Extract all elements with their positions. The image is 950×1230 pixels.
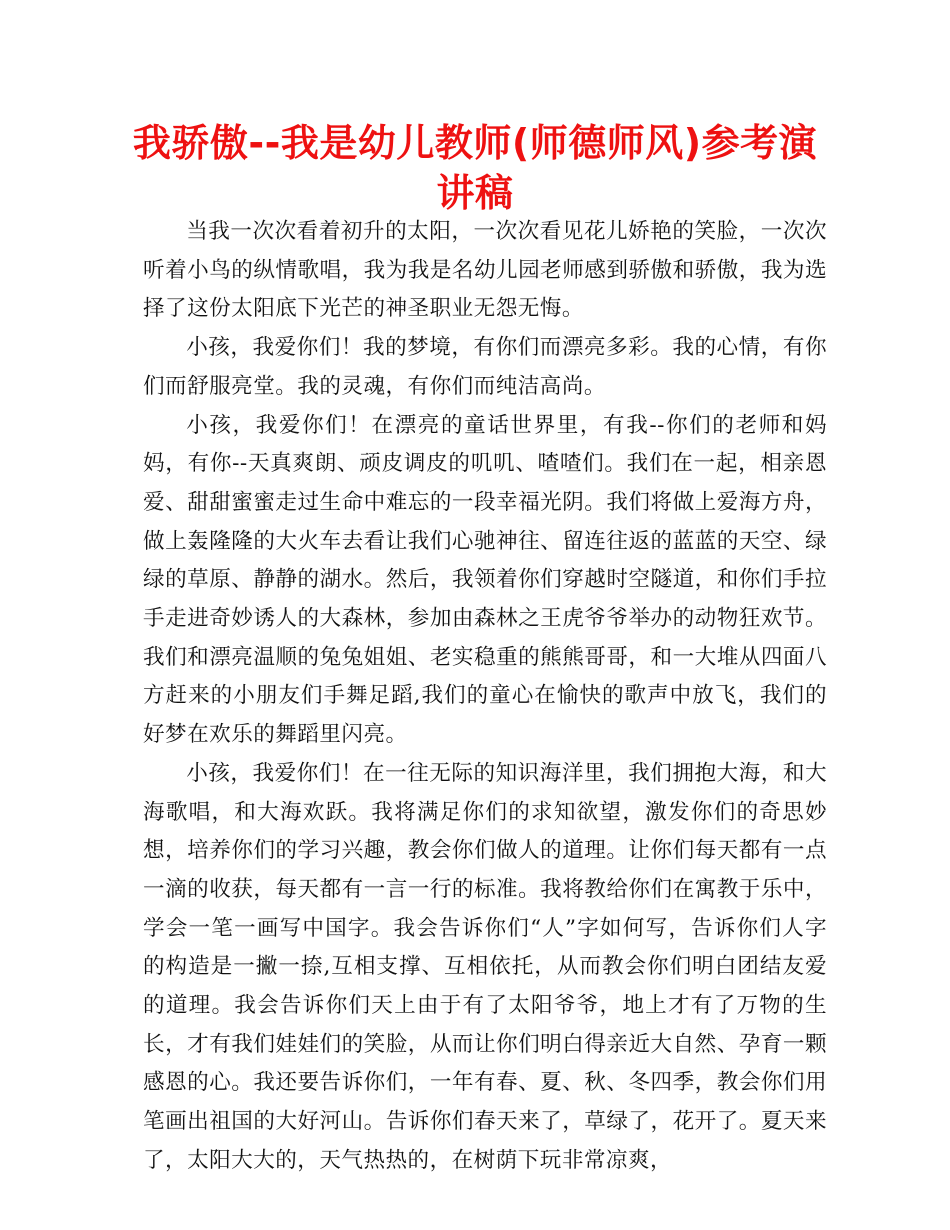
document-body bbox=[143, 213, 827, 1181]
paragraph-4: 小孩，我爱你们！在一往无际的知识海洋里，我们拥抱大海，和大海歌唱，和大海欢跃。我将满足你们的求知欲望，激发你们的奇思妙想，培养你们的学习兴趣，教会你们做人的道理。让你们每天都有一点一滴的收获，每天都有一言一行的标准。我将教给你们在寓教于乐中，学会一笔一画写中国字。我会告诉你们“人”字如何写，告诉你们人字的构造是一撇一捺,互相支撑、互相依托，从而教会你们明白团结友爱的道理。我会告诉你们天上由于有了太阳爷爷，地上才有了万物的生长，才有我们娃娃们的笑脸，从而让你们明白得亲近大自然、孕育一颗感恩的心。我还要告诉你们，一年有春、夏、秋、冬四季，教会你们用笔画出祖国的大好河山。告诉你们春天来了，草绿了，花开了。夏天来了，太阳大大的，天气热热的，在树荫下玩非常凉爽， bbox=[143, 760, 827, 1173]
paragraph-2: 小孩，我爱你们！我的梦境，有你们而漂亮多彩。我的心情，有你们而舒服亮堂。我的灵魂，有你们而纯洁高尚。 bbox=[143, 335, 827, 399]
document-title: 我骄傲--我是幼儿教师(师德师风)参考演讲稿 bbox=[132, 121, 818, 215]
paragraph-3: 小孩，我爱你们！在漂亮的童话世界里，有我--你们的老师和妈妈，有你--天真爽朗、顽皮调皮的叽叽、喳喳们。我们在一起，相亲恩爱、甜甜蜜蜜走过生命中难忘的一段幸福光阴。我们将做上爱海方舟，做上轰隆隆的大火车去看让我们心驰神往、留连往返的蓝蓝的天空、绿绿的草原、静静的湖水。然后，我领着你们穿越时空隧道，和你们手拉手走进奇妙诱人的大森林，参加由森林之王虎爷爷举办的动物狂欢节。我们和漂亮温顺的兔兔姐姐、老实稳重的熊熊哥哥，和一大堆从四面八方赶来的小朋友们手舞足蹈,我们的童心在愉快的歌声中放飞，我们的好梦在欢乐的舞蹈里闪亮。 bbox=[143, 412, 827, 748]
paragraph-1: 当我一次次看着初升的太阳，一次次看见花儿娇艳的笑脸，一次次听着小鸟的纵情歌唱，我为我是名幼儿园老师感到骄傲和骄傲，我为选择了这份太阳底下光芒的神圣职业无怨无悔。 bbox=[143, 219, 827, 322]
